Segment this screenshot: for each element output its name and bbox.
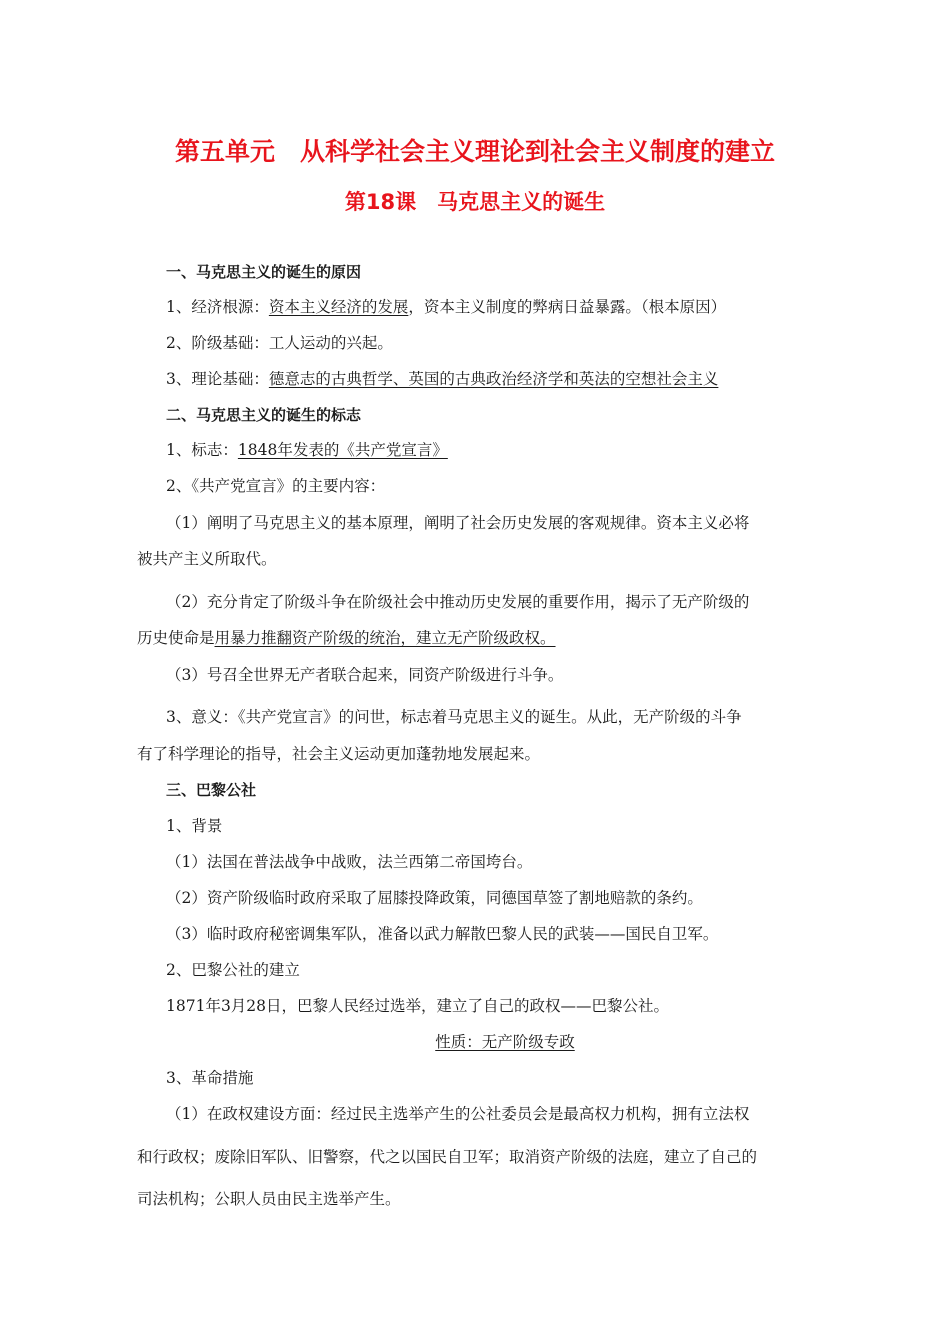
s2-content-2-line-1: （2）充分肯定了阶级斗争在阶级社会中推动历史发展的重要作用，揭示了无产阶级的 [166, 593, 750, 611]
s3-background-2: （2）资产阶级临时政府采取了屈膝投降政策，同德国草签了割地赔款的条约。 [166, 889, 703, 907]
s3-establishment-text: 1871年3月28日，巴黎人民经过选举，建立了自己的政权——巴黎公社。 [166, 997, 670, 1015]
s1-paragraph-1: 1、经济根源：资本主义经济的发展，资本主义制度的弊病日益暴露。（根本原因） [166, 298, 727, 316]
s3-background-1: （1）法国在普法战争中战败，法兰西第二帝国垮台。 [166, 853, 533, 871]
s2-content-1-line-2: 被共产主义所取代。 [137, 550, 277, 568]
s2-significance-line-1: 3、意义：《共产党宣言》的问世，标志着马克思主义的诞生。从此，无产阶级的斗争 [166, 708, 742, 726]
lesson-title: 第18课 马克思主义的诞生 [344, 190, 606, 214]
s3-background: 1、背景 [166, 817, 223, 835]
s3-establishment: 2、巴黎公社的建立 [166, 961, 300, 979]
section-1-heading: 一、马克思主义的诞生的原因 [166, 263, 362, 281]
s2-significance-line-2: 有了科学理论的指导，社会主义运动更加蓬勃地发展起来。 [137, 745, 541, 763]
s3-measures-1-line-1: （1）在政权建设方面：经过民主选举产生的公社委员会是最高权力机构，拥有立法权 [166, 1105, 750, 1123]
section-3-heading: 三、巴黎公社 [166, 781, 257, 799]
s2-paragraph-2: 2、《共产党宣言》的主要内容： [166, 477, 386, 495]
section-2-heading: 二、马克思主义的诞生的标志 [166, 406, 362, 424]
s3-background-3: （3）临时政府秘密调集军队，准备以武力解散巴黎人民的武装——国民自卫军。 [166, 925, 719, 943]
s2-content-2-line-2: 历史使命是用暴力推翻资产阶级的统治，建立无产阶级政权。 [137, 629, 556, 647]
s2-content-3: （3）号召全世界无产者联合起来，同资产阶级进行斗争。 [166, 666, 564, 684]
s3-measures-1-line-2: 和行政权；废除旧军队、旧警察，代之以国民自卫军；取消资产阶级的法庭，建立了自己的 [137, 1148, 758, 1166]
s1-paragraph-3: 3、理论基础：德意志的古典哲学、英国的古典政治经济学和英法的空想社会主义 [166, 370, 719, 388]
s3-measures-1-line-3: 司法机构；公职人员由民主选举产生。 [137, 1190, 401, 1208]
s3-nature: 性质：无产阶级专政 [435, 1033, 575, 1051]
s2-paragraph-1: 1、标志：1848年发表的《共产党宣言》 [166, 441, 448, 459]
s3-measures: 3、革命措施 [166, 1069, 254, 1087]
unit-title: 第五单元 从科学社会主义理论到社会主义制度的建立 [174, 137, 775, 166]
s2-content-1-line-1: （1）阐明了马克思主义的基本原理，阐明了社会历史发展的客观规律。资本主义必将 [166, 514, 750, 532]
s1-paragraph-2: 2、阶级基础：工人运动的兴起。 [166, 334, 393, 352]
